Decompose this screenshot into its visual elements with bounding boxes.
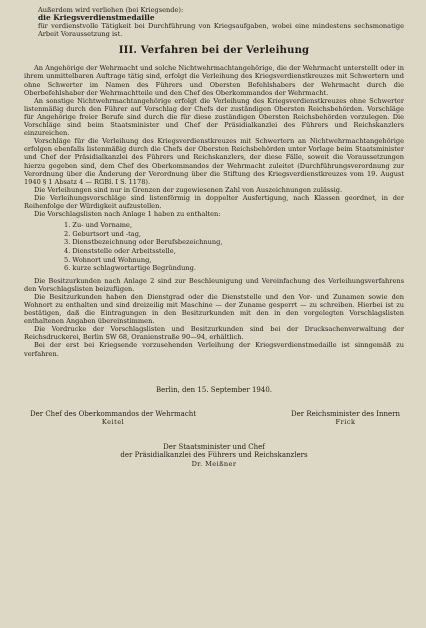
paragraph: Die Verleihungsvorschläge sind listenförmig in doppelter Ausfertigung, nach Klassen geordnet, in der Reihenfolge der Würdigkeit aufzustellen. [24,193,404,210]
paragraph: Die Besitzurkunden nach Anlage 2 sind zur Beschleunigung und Vereinfachung des Verleihungsverfahrens den Vorschlagslisten beizufügen. [24,276,404,293]
paragraph: Die Besitzurkunden haben den Dienstgrad oder die Dienststelle und den Vor- und Zunamen sowie den Wohnort zu enthalten und sind dreizeilig mit Maschine — der Zuname gesperrt — zu schreiben. Hierbei ist zu bestätigen, daß die Eintragungen in den Besitzurkunden mit den in den vorgelegten Vorschlagslisten enthaltenen Angaben übereinstimmen. [24,292,404,326]
signature-left [30,410,196,427]
requirements-list [64,221,404,273]
signature-right [291,410,400,427]
signature-name: Keitel [101,418,125,427]
body-text-2 [24,277,404,358]
list-item: 2. Geburtsort und -tag, [64,229,142,238]
signature-row [30,410,400,427]
intro-line-1: Außerdem wird verliehen (bei Kriegsende): [38,6,184,14]
body-text [24,64,404,218]
date-line: Berlin, den 15. September 1940. [155,385,273,394]
paragraph: Die Verleihungen sind nur in Grenzen der zugewiesenen Zahl von Auszeichnungen zulässig. [34,185,343,194]
signature-name: Dr. Meißner [191,460,237,469]
medal-name: die Kriegsverdienstmedaille [38,13,155,23]
paragraph: Die Vorschlagslisten nach Anlage 1 haben zu enthalten: [34,210,221,219]
paragraph: Die Vordrucke der Vorschlagslisten und Besitzurkunden sind bei der Drucksachenverwaltung der Reichsdruckerei, Berlin SW 68, Oranienstraße 90—94, erhältlich. [24,325,404,342]
paragraph: Vorschläge für die Verleihung des Kriegsverdienstkreuzes mit Schwertern an Nichtwehrmachtangehörige erfolgen ebenfalls listenmäßig durch die Chefs der Obersten Reichsbehörden unter Vorlage beim Staatsminister und Chef der Präsidialkanzlei des Führers und Reichskanzlers, der diese Fälle, soweit die Voraussetzungen hierzu gegeben sind, dem Chef des Oberkommandos der Wehrmacht zuleitet (Durchführungsverordnung zur Verordnung über die Änderung der Verordnung über die Stiftung des Kriegsverdienstkreuzes vom 19. August 1940 § 1 Absatz 4 — RGBl. I S. 1178). [24,137,404,186]
paragraph: An Angehörige der Wehrmacht und solche Nichtwehrmachtangehörige, die der Wehrmacht unterstellt oder in ihrem unmittelbaren Auftrage tätig sind, erfolgt die Verleihung des Kriegsverdienstkreuzes mit Schwertern und ohne Schwerter im Namen des Führers und Obersten Befehlshabers der Wehrmacht durch die Oberbefehlshaber der Wehrmachtteile und den Chef des Oberkommandos der Wehrmacht. [24,64,404,97]
list-item: 1. Zu- und Vorname, [64,221,133,230]
list-item: 3. Dienstbezeichnung oder Berufsbezeichnung, [64,238,223,247]
list-item: 4. Dienststelle oder Arbeitsstelle, [64,246,176,255]
section-title: III. Verfahren bei der Verleihung [118,45,310,57]
intro-line-3: für verdienstvolle Tätigkeit bei Durchführung von Kriegsaufgaben, wobei eine mindestens sechsmonatige Arbeit Voraussetzung ist. [38,22,404,39]
list-item: 6. kurze schlagwortartige Begründung. [64,264,196,273]
signature-title: Der Staatsminister und Chef [163,442,265,451]
signature-title: Der Reichsminister des Innern [291,409,400,418]
signature-name: Frick [335,418,356,427]
signature-title: der Präsidialkanzlei des Führers und Reichskanzlers [120,451,308,460]
signature-center [24,443,404,469]
signature-title: Der Chef des Oberkommandos der Wehrmacht [30,409,197,418]
paragraph: Bei der erst bei Kriegsende vorzusehenden Verleihung der Kriegsverdienstmedaille ist sinngemäß zu verfahren. [24,341,404,358]
list-item: 5. Wohnort und Wohnung, [64,255,152,264]
intro-block [24,6,404,38]
paragraph: An sonstige Nichtwehrmachtangehörige erfolgt die Verleihung des Kriegsverdienstkreuzes ohne Schwerter listenmäßig durch den Führer auf Vorschlag der Chefs der zuständigen Obersten Reichsbehörden. Vorschläge für Angehörige freier Berufe sind durch die für diese zuständigen Obersten Reichsbehörden vorzulegen. Die Vorschläge sind beim Staatsminister und Chef der Präsidialkanzlei des Führers und Reichskanzlers einzureichen. [24,96,404,138]
